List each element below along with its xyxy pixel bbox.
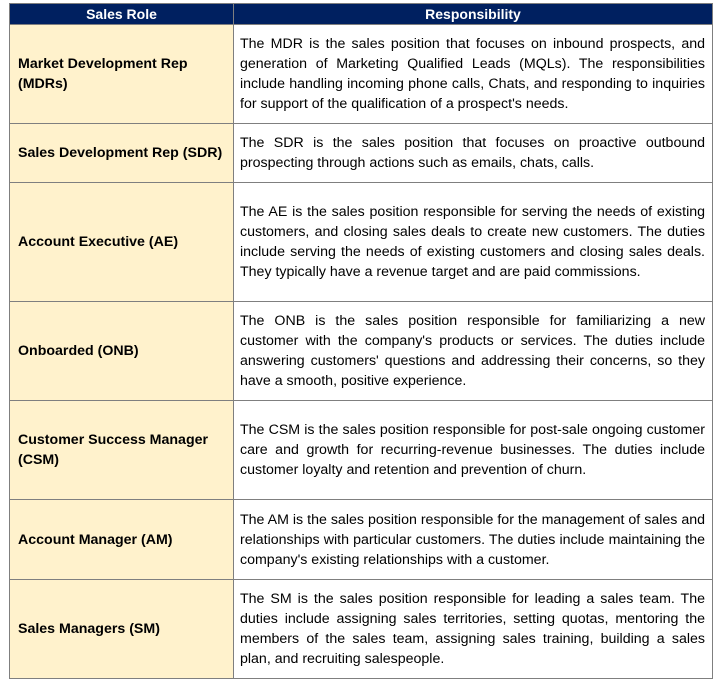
sales-roles-table <box>9 3 713 679</box>
header-sales-role: Sales Role <box>10 4 234 25</box>
role-cell: Account Manager (AM) <box>10 500 234 580</box>
table-row <box>10 183 713 302</box>
role-cell: Account Executive (AE) <box>10 183 234 302</box>
header-responsibility: Responsibility <box>234 4 713 25</box>
role-cell: Sales Development Rep (SDR) <box>10 124 234 183</box>
responsibility-cell: The CSM is the sales position responsible for post-sale ongoing customer care and growth for recurring-revenue businesses. The duties include customer loyalty and retention and prevention of churn. <box>234 401 713 500</box>
responsibility-cell: The AM is the sales position responsible for the management of sales and relationships with particular customers. The duties include maintaining the company's existing relationships with a customer. <box>234 500 713 580</box>
table-row <box>10 401 713 500</box>
table-row <box>10 500 713 580</box>
table-row <box>10 302 713 401</box>
responsibility-cell: The SDR is the sales position that focuses on proactive outbound prospecting through actions such as emails, chats, calls. <box>234 124 713 183</box>
role-cell: Customer Success Manager (CSM) <box>10 401 234 500</box>
table-row <box>10 25 713 124</box>
responsibility-cell: The ONB is the sales position responsible for familiarizing a new customer with the company's products or services. The duties include answering customers' questions and addressing their concerns, so they have a smooth, positive experience. <box>234 302 713 401</box>
role-cell: Market Development Rep (MDRs) <box>10 25 234 124</box>
role-cell: Onboarded (ONB) <box>10 302 234 401</box>
responsibility-cell: The MDR is the sales position that focuses on inbound prospects, and generation of Marketing Qualified Leads (MQLs). The responsibilities include handling incoming phone calls, Chats, and responding to inquiries for support of the qualification of a prospect's needs. <box>234 25 713 124</box>
responsibility-cell: The AE is the sales position responsible for serving the needs of existing customers, and closing sales deals to create new customers. The duties include serving the needs of existing customers and closing sales deals. They typically have a revenue target and are paid commissions. <box>234 183 713 302</box>
table-header-row <box>10 4 713 25</box>
responsibility-cell: The SM is the sales position responsible for leading a sales team. The duties include assigning sales territories, setting quotas, mentoring the members of the sales team, assigning sales training, building a sales plan, and recruiting salespeople. <box>234 580 713 679</box>
role-cell: Sales Managers (SM) <box>10 580 234 679</box>
table-row <box>10 580 713 679</box>
table-row <box>10 124 713 183</box>
